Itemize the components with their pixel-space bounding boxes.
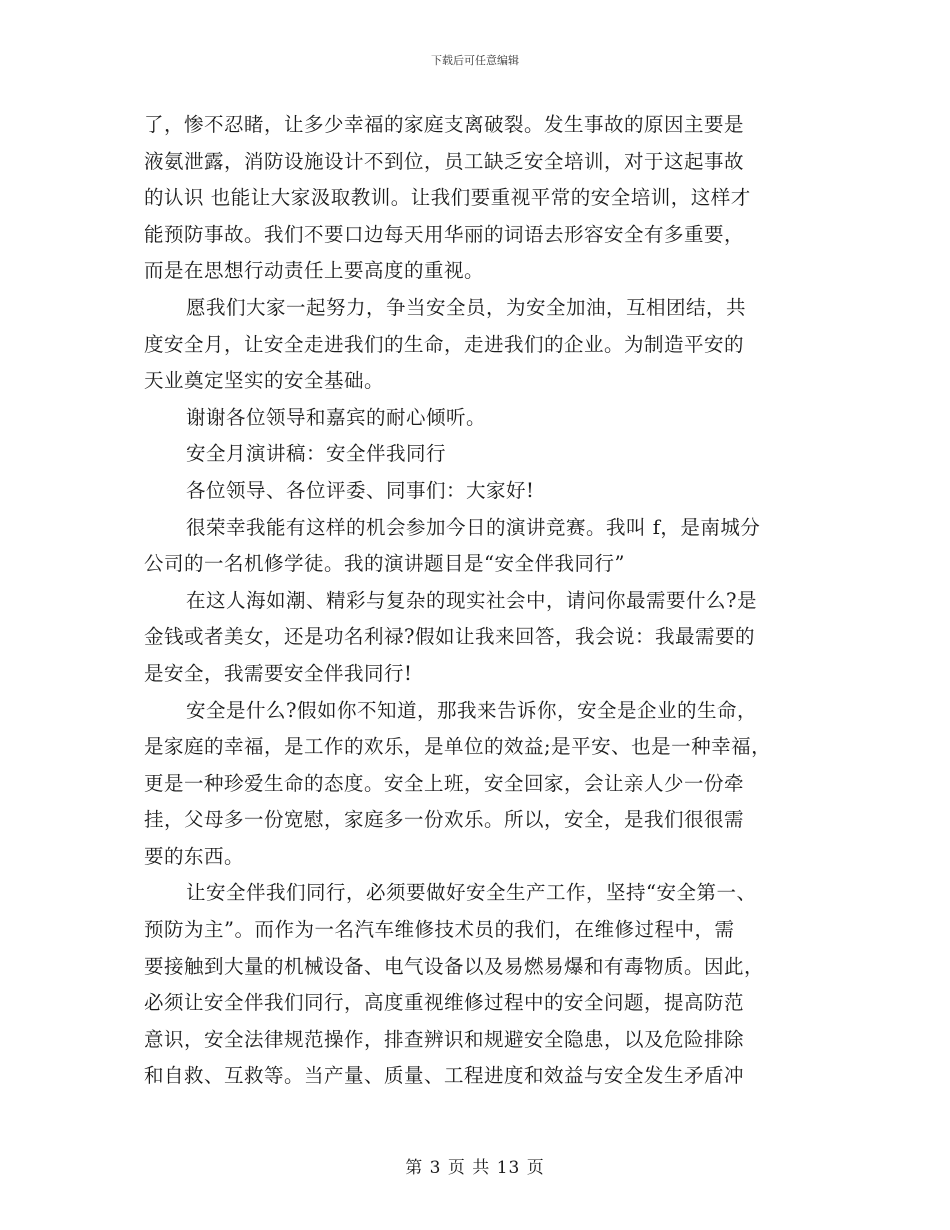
page-header: 下载后可任意编辑: [431, 54, 519, 67]
document-body: [144, 107, 816, 1095]
text-line: 很荣幸我能有这样的机会参加今日的演讲竞赛。我叫 f，是南城分: [186, 515, 761, 539]
section-title: 安全月演讲稿：安全伴我同行: [186, 442, 447, 466]
text-line: 天业奠定坚实的安全基础。: [144, 369, 385, 393]
text-line: 而是在思想行动责任上要高度的重视。: [144, 259, 485, 283]
text-line: 能预防事故。我们不要口边每天用华丽的词语去形容安全有多重要，: [144, 222, 745, 246]
text-line: 预防为主”。而作为一名汽车维修技术员的我们，在维修过程中，需: [144, 918, 735, 942]
text-line: 谢谢各位领导和嘉宾的耐心倾听。: [186, 405, 487, 429]
text-line: 金钱或者美女，还是功名利禄?假如让我来回答，我会说：我最需要的: [144, 625, 755, 649]
text-line: 和自救、互救等。当产量、质量、工程进度和效益与安全发生矛盾冲: [144, 1064, 745, 1088]
text-line: 公司的一名机修学徒。我的演讲题目是“安全伴我同行”: [144, 552, 625, 576]
text-line: 了，惨不忍睹，让多少幸福的家庭支离破裂。发生事故的原因主要是: [144, 113, 745, 136]
text-line: 各位领导、各位评委、同事们：大家好!: [186, 478, 535, 502]
text-line: 是安全，我需要安全伴我同行!: [144, 661, 413, 685]
text-line: 液氨泄露，消防设施设计不到位，员工缺乏安全培训，对于这起事故: [144, 149, 745, 173]
text-line: 愿我们大家一起努力，争当安全员，为安全加油，互相团结，共: [186, 295, 747, 319]
text-line: 度安全月，让安全走进我们的生命，走进我们的企业。为制造平安的: [144, 332, 745, 356]
text-line: 意识，安全法律规范操作，排查辨识和规避安全隐患，以及危险排除: [144, 1027, 745, 1051]
text-line: 挂，父母多一份宽慰，家庭多一份欢乐。所以，安全，是我们很很需: [144, 808, 745, 832]
text-line: 是家庭的幸福，是工作的欢乐，是单位的效益;是平安、也是一种幸福，: [144, 735, 772, 759]
text-line: 的认识 也能让大家汲取教训。让我们要重视平常的安全培训，这样才: [144, 186, 751, 210]
text-line: 要的东西。: [144, 844, 245, 868]
text-line: 在这人海如潮、精彩与复杂的现实社会中，请问你最需要什么?是: [186, 588, 757, 612]
text-line: 让安全伴我们同行，必须要做好安全生产工作，坚持“安全第一、: [186, 881, 757, 905]
text-line: 要接触到大量的机械设备、电气设备以及易燃易爆和有毒物质。因此，: [144, 954, 765, 978]
text-line: 更是一种珍爱生命的态度。安全上班，安全回家，会让亲人少一份牵: [144, 771, 745, 795]
text-line: 必须让安全伴我们同行，高度重视维修过程中的安全问题，提高防范: [144, 991, 745, 1015]
page-number: 第 3 页 共 13 页: [405, 1158, 545, 1178]
text-line: 安全是什么?假如你不知道，那我来告诉你，安全是企业的生命，: [186, 698, 757, 722]
